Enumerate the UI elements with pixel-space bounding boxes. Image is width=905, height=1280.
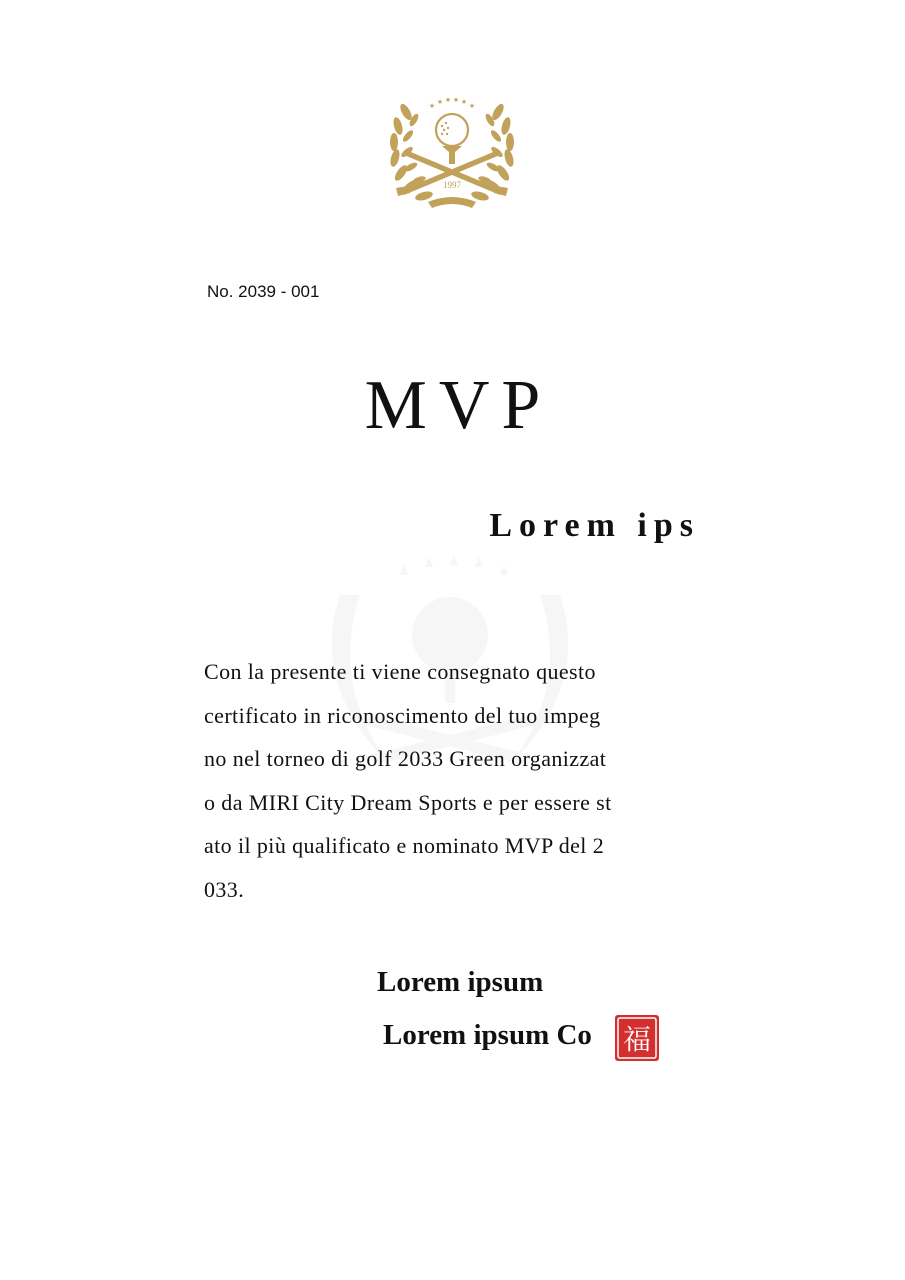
body-line: Con la presente ti viene consegnato questo xyxy=(204,659,596,684)
svg-text:★: ★ xyxy=(428,102,436,110)
certificate-number: No. 2039 - 001 xyxy=(207,282,320,301)
svg-text:★: ★ xyxy=(468,102,476,110)
certificate-title: MVP xyxy=(364,367,553,444)
red-seal-stamp-icon xyxy=(613,1013,661,1063)
body-line: ato il più qualificato e nominato MVP del 2 xyxy=(204,833,605,858)
emblem-year: 1997 xyxy=(443,180,461,190)
body-line: certificato in riconoscimento del tuo impeg xyxy=(204,702,601,728)
body-line: o da MIRI City Dream Sports e per essere st xyxy=(204,789,612,815)
recipient-name: Lorem ips xyxy=(489,507,700,544)
seal-glyph: 福 xyxy=(622,1023,652,1056)
svg-text:★: ★ xyxy=(444,96,452,104)
golf-laurel-emblem-icon xyxy=(384,92,520,216)
body-line: 033. xyxy=(204,876,245,902)
svg-text:★: ★ xyxy=(452,96,460,104)
svg-text:★: ★ xyxy=(460,98,468,106)
certificate-body xyxy=(204,650,704,911)
signer-company: Lorem ipsum Co xyxy=(383,1019,592,1051)
body-line: no nel torneo di golf 2033 Green organizzat xyxy=(204,746,607,771)
signer-name: Lorem ipsum xyxy=(377,966,544,998)
svg-text:★: ★ xyxy=(436,98,444,106)
